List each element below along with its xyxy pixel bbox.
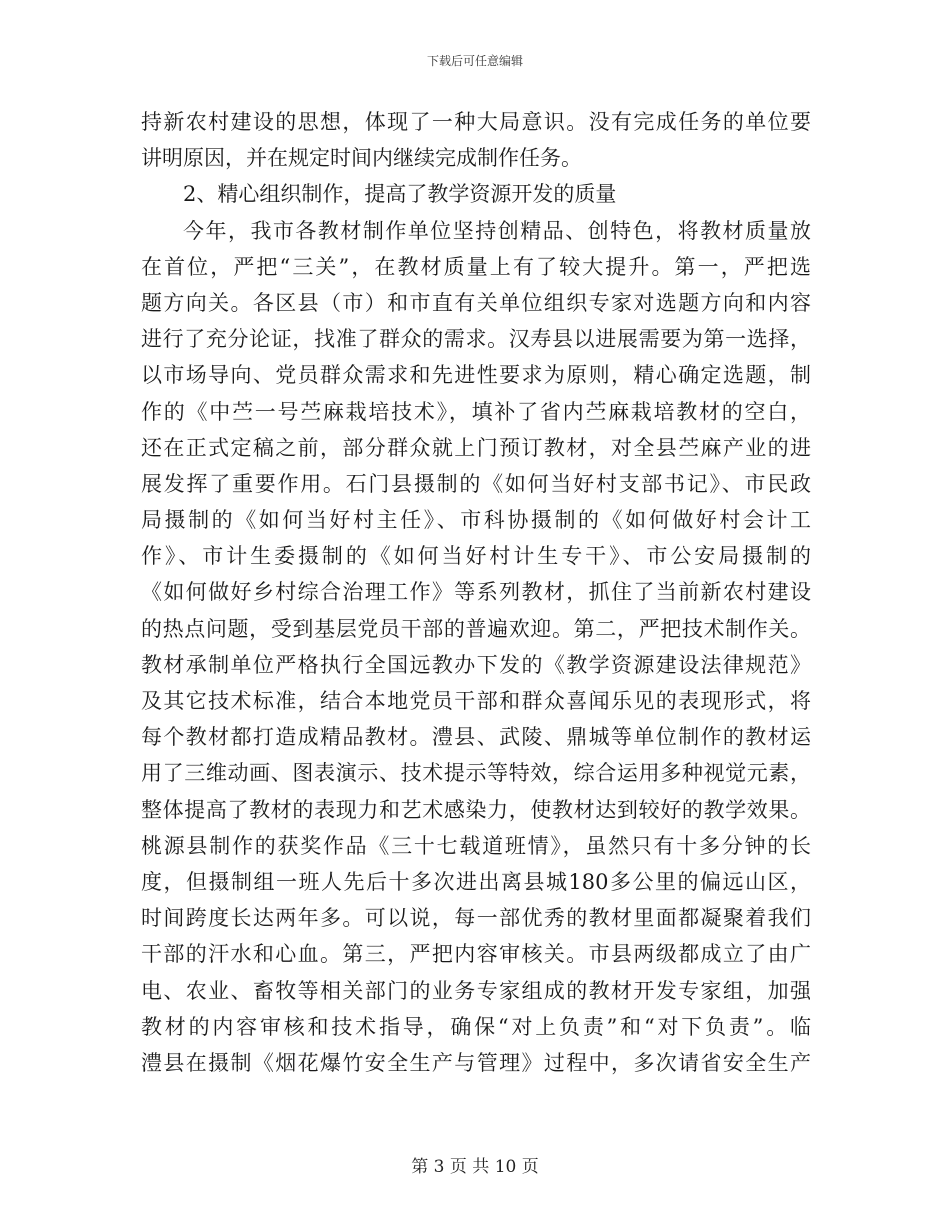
paragraph-line: 及其它技术标准，结合本地党员干部和群众喜闻乐见的表现形式，将 bbox=[141, 689, 811, 713]
paragraph-line: 以市场导向、党员群众需求和先进性要求为原则，精心确定选题，制 bbox=[141, 363, 811, 388]
paragraph-line: 在首位，严把“三关”，在教材质量上有了较大提升。第一，严把选 bbox=[141, 254, 811, 279]
paragraph-line: 讲明原因，并在规定时间内继续完成制作任务。 bbox=[141, 146, 582, 171]
paragraph-line: 教材承制单位严格执行全国远教办下发的《教学资源建设法律规范》 bbox=[141, 652, 811, 677]
paragraph-line: 作》、市计生委摄制的《如何当好村计生专干》、市公安局摄制的 bbox=[141, 544, 811, 569]
paragraph-line: 还在正式定稿之前，部分群众就上门预订教材，对全县苎麻产业的进 bbox=[141, 435, 811, 460]
paragraph-line: 用了三维动画、图表演示、技术提示等特效，综合运用多种视觉元素， bbox=[141, 761, 811, 786]
paragraph-line: 澧县在摄制《烟花爆竹安全生产与管理》过程中，多次请省安全生产 bbox=[141, 1050, 811, 1075]
paragraph-line: 干部的汗水和心血。第三，严把内容审核关。市县两级都成立了由广 bbox=[141, 942, 811, 967]
paragraph-line: 《如何做好乡村综合治理工作》等系列教材，抓住了当前新农村建设 bbox=[141, 580, 811, 605]
paragraph-line: 教材的内容审核和技术指导，确保“对上负责”和“对下负责”。临 bbox=[141, 1014, 811, 1039]
paragraph-line: 的热点问题，受到基层党员干部的普遍欢迎。第二，严把技术制作关。 bbox=[141, 616, 811, 641]
page-number-footer: 第 3 页 共 10 页 bbox=[411, 1157, 539, 1177]
document-body bbox=[141, 104, 811, 1081]
section-heading: 2、精心组织制作，提高了教学资源开发的质量 bbox=[183, 182, 617, 207]
page-header-note: 下载后可任意编辑 bbox=[426, 54, 523, 68]
paragraph-line: 进行了充分论证，找准了群众的需求。汉寿县以进展需要为第一选择， bbox=[141, 327, 811, 352]
paragraph-line: 今年，我市各教材制作单位坚持创精品、创特色，将教材质量放 bbox=[183, 218, 811, 243]
paragraph-line: 每个教材都打造成精品教材。澧县、武陵、鼎城等单位制作的教材运 bbox=[141, 725, 811, 750]
paragraph-line: 度，但摄制组一班人先后十多次进出离县城180多公里的偏远山区， bbox=[141, 869, 811, 894]
paragraph-line: 时间跨度长达两年多。可以说，每一部优秀的教材里面都凝聚着我们 bbox=[141, 906, 811, 931]
paragraph-line: 局摄制的《如何当好村主任》、市科协摄制的《如何做好村会计工 bbox=[141, 508, 811, 533]
paragraph-line: 展发挥了重要作用。石门县摄制的《如何当好村支部书记》、市民政 bbox=[141, 471, 811, 496]
paragraph-line: 题方向关。各区县（市）和市直有关单位组织专家对选题方向和内容 bbox=[141, 290, 811, 315]
paragraph-line: 作的《中苎一号苎麻栽培技术》，填补了省内苎麻栽培教材的空白， bbox=[141, 399, 811, 424]
paragraph-line: 桃源县制作的获奖作品《三十七载道班情》，虽然只有十多分钟的长 bbox=[141, 833, 811, 858]
paragraph-line: 整体提高了教材的表现力和艺术感染力，使教材达到较好的教学效果。 bbox=[141, 797, 811, 822]
paragraph-line: 电、农业、畜牧等相关部门的业务专家组成的教材开发专家组，加强 bbox=[141, 978, 811, 1003]
paragraph-line: 持新农村建设的思想，体现了一种大局意识。没有完成任务的单位要 bbox=[141, 110, 811, 134]
